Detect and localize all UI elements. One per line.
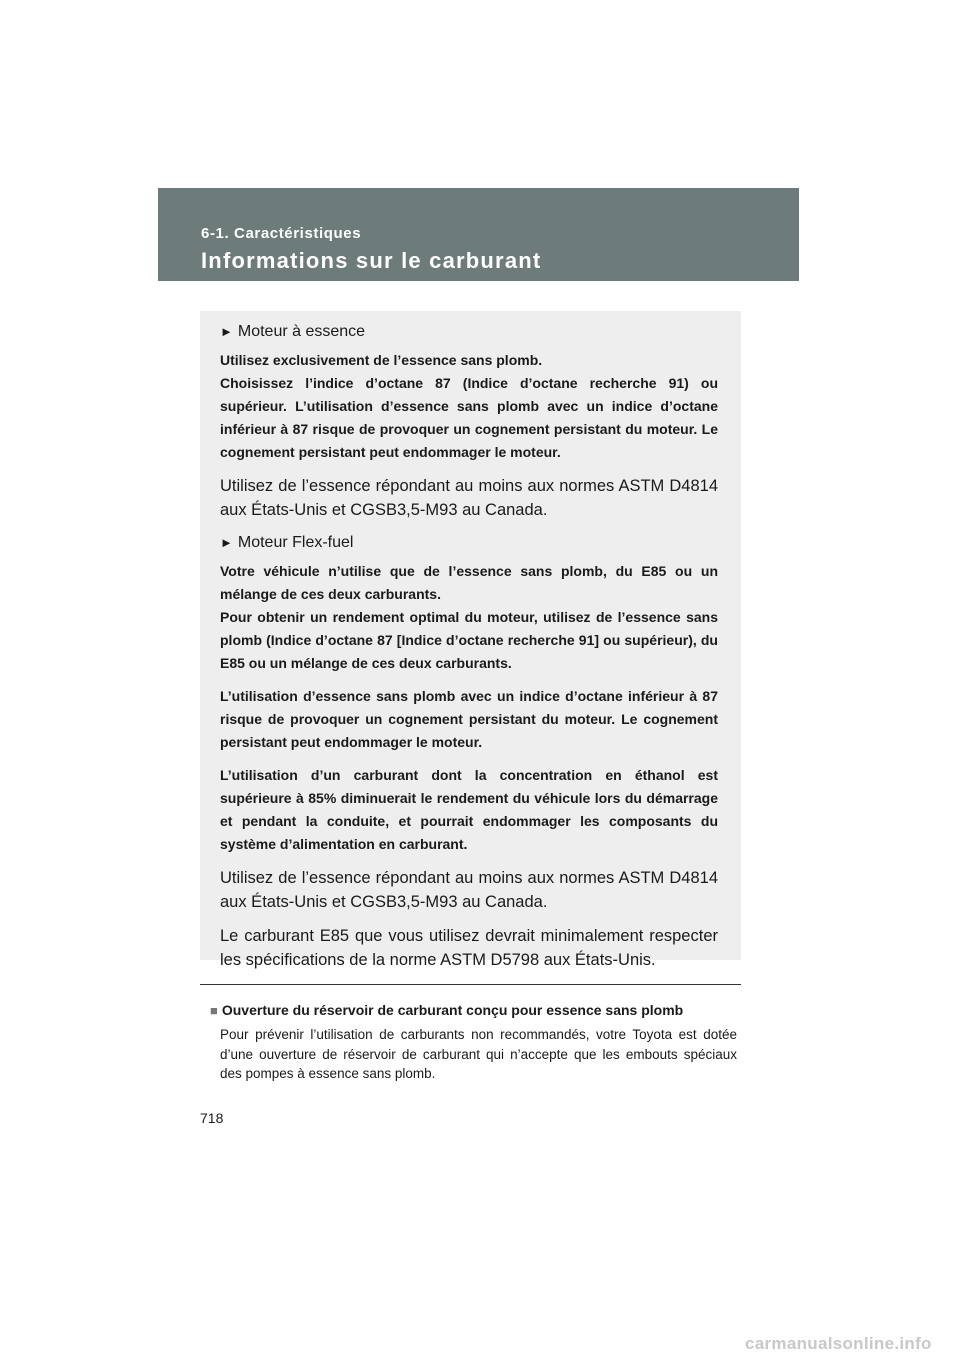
gasoline-paragraph-1: Utilisez exclusivement de l’essence sans plomb.	[220, 352, 543, 368]
flexfuel-paragraph-6: Le carburant E85 que vous utilisez devrait minimalement respecter les spécifications de la norme ASTM D5798 aux États-Unis.	[220, 927, 718, 969]
flexfuel-engine-heading	[220, 532, 718, 554]
gasoline-paragraph-3: Utilisez de l’essence répondant au moins aux normes ASTM D4814 aux États-Unis et CGSB3,5-M93 au Canada.	[220, 477, 718, 519]
note-body: Pour prévenir l’utilisation de carburants non recommandés, votre Toyota est dotée d’une ouverture de réservoir de carburant qui n’accepte que les embouts spéciaux des pompes à essence sans plomb.	[220, 1027, 737, 1081]
page-number: 718	[200, 1110, 224, 1126]
triangle-bullet-icon: ►	[220, 324, 233, 339]
watermark: carmanualsonline.info	[745, 1334, 932, 1353]
fuel-info-content	[220, 321, 718, 972]
page-title: Informations sur le carburant	[201, 248, 542, 273]
fuel-info-box	[200, 311, 741, 969]
flexfuel-paragraph-2: Pour obtenir un rendement optimal du moteur, utilisez de l’essence sans plomb (Indice d’octane 87 [Indice d’octane recherche 91] ou supérieur), du E85 ou un mélange de ces deux carburants.	[220, 609, 718, 671]
note-block	[210, 1000, 737, 1084]
triangle-bullet-icon: ►	[220, 535, 233, 550]
note-heading-text: Ouverture du réservoir de carburant conçu pour essence sans plomb	[221, 1002, 684, 1018]
gasoline-heading-text: Moteur à essence	[237, 323, 366, 340]
flexfuel-paragraph-4: L’utilisation d’un carburant dont la concentration en éthanol est supérieure à 85% diminuerait le rendement du véhicule lors du démarrage et pendant la conduite, et pourrait endommager les composants du système d’alimentation en carburant.	[220, 767, 718, 852]
section-header	[158, 188, 799, 281]
note-heading	[210, 1000, 737, 1021]
gasoline-paragraph-2: Choisissez l’indice d’octane 87 (Indice d’octane recherche 91) ou supérieur. L’utilisation d’essence sans plomb avec un indice d’octane inférieur à 87 risque de provoquer un cognement persistant du moteur. Le cognement persistant peut endommager le moteur.	[220, 375, 718, 460]
section-number: 6-1. Caractéristiques	[201, 225, 362, 242]
flexfuel-paragraph-3: L’utilisation d’essence sans plomb avec un indice d’octane inférieur à 87 risque de provoquer un cognement persistant du moteur. Le cognement persistant peut endommager le moteur.	[220, 688, 718, 750]
flexfuel-paragraph-1: Votre véhicule n’utilise que de l’essence sans plomb, du E85 ou un mélange de ces deux carburants.	[220, 563, 718, 602]
section-divider	[200, 984, 741, 985]
flexfuel-paragraph-5: Utilisez de l’essence répondant au moins aux normes ASTM D4814 aux États-Unis et CGSB3,5-M93 au Canada.	[220, 869, 718, 911]
square-bullet-icon: ■	[210, 1003, 218, 1018]
gasoline-engine-heading	[220, 321, 718, 343]
flexfuel-heading-text: Moteur Flex-fuel	[237, 534, 354, 551]
